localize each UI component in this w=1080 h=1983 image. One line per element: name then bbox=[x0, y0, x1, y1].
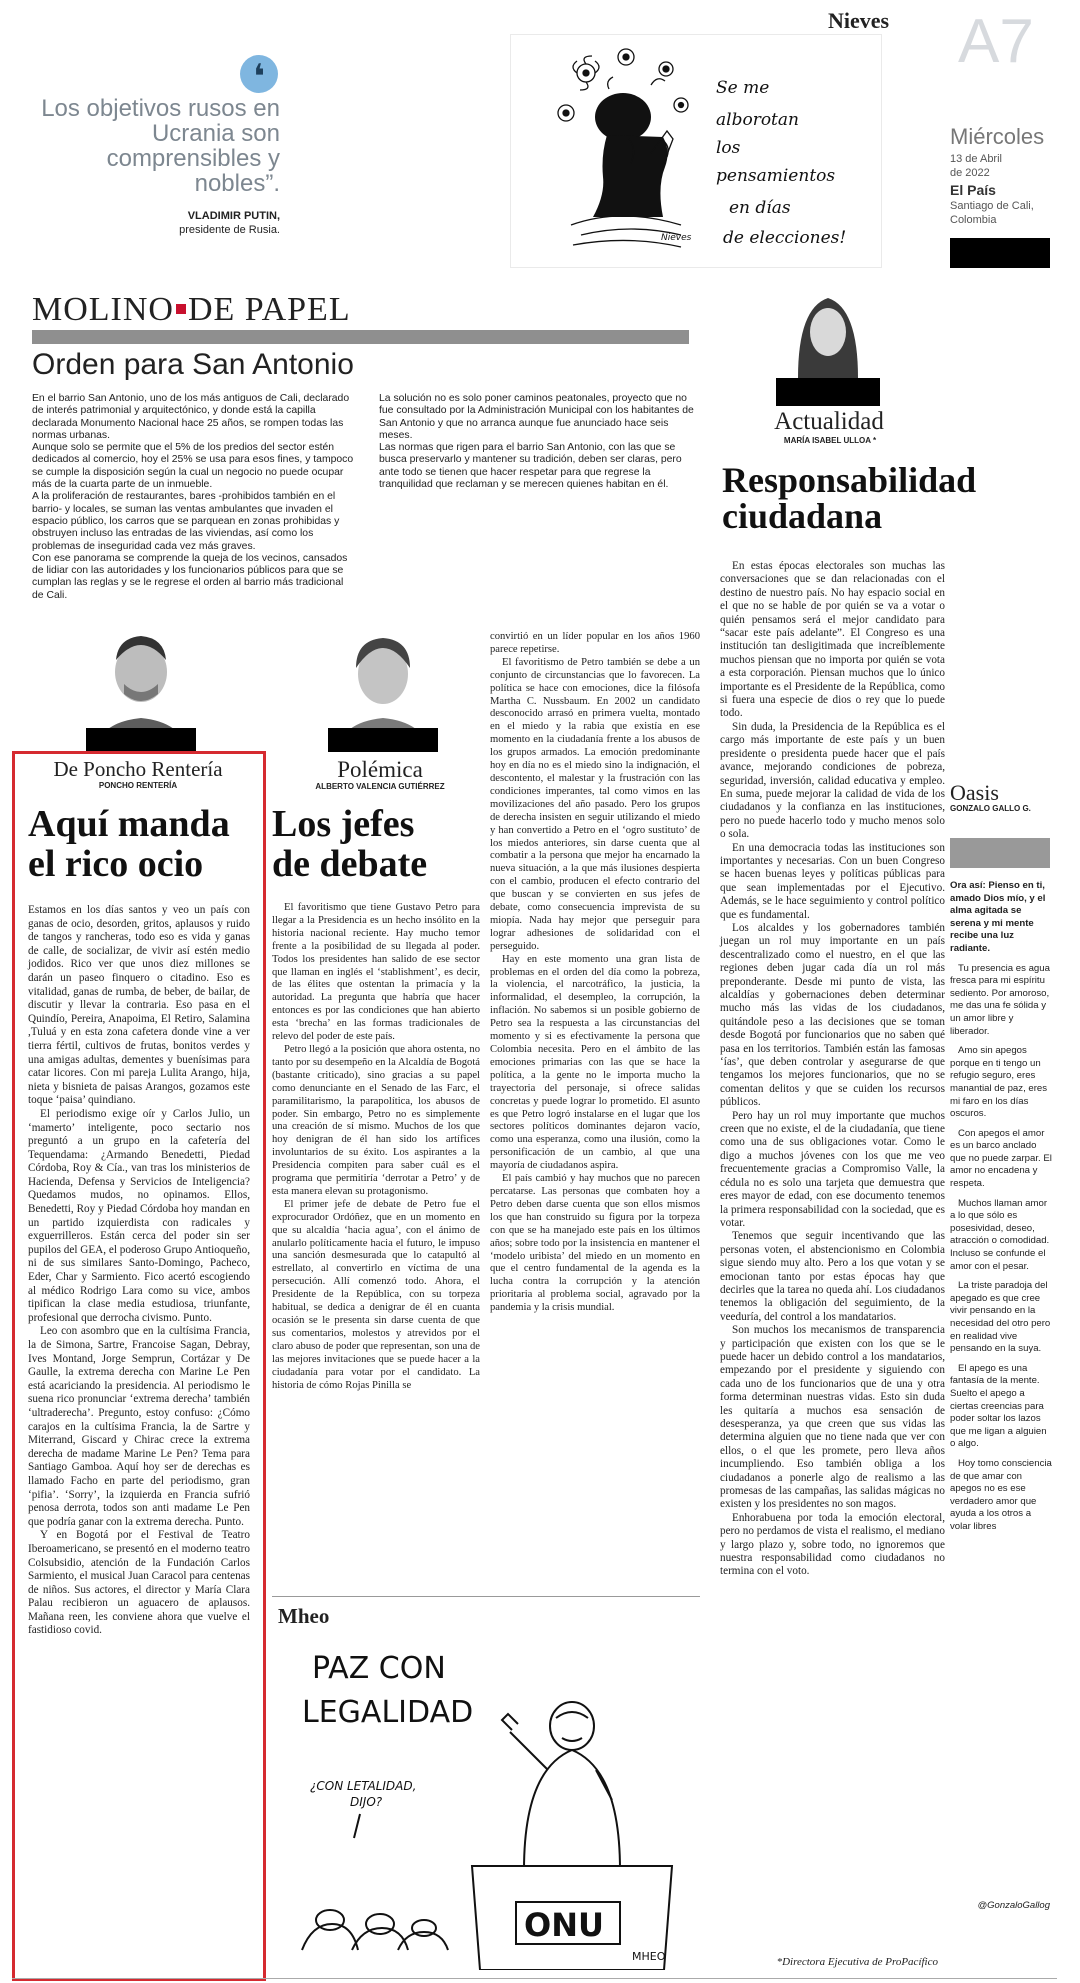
top-cartoon bbox=[510, 34, 882, 268]
editorial-paragraph: Aunque solo se permite que el 5% de los predios del sector estén dedicados al comercio, hoy el 25% se usa para esos fines, y tampoco se cumple la disposición según la cual un negocio no puede ocupar más de la cuarta parte de un inmueble. bbox=[32, 442, 354, 491]
oasis-lead: Ora así: Pienso en ti, amado Dios mío, y el alma agitada se serena y mi mente recibe una luz radiante. bbox=[950, 880, 1046, 954]
top-cartoon-signature: Nieves bbox=[661, 233, 692, 243]
author-note-responsabilidad: *Directora Ejecutiva de ProPacífico bbox=[776, 1956, 938, 1968]
editorial-paragraph: Con ese panorama se comprende la queja de los vecinos, cansados de lidiar con las autoridades y los funcionarios públicos para que se cumplan las reglas y se le regrese el orden al barrio más tradicional de Cali. bbox=[32, 552, 348, 601]
author-photo-bar bbox=[776, 378, 880, 406]
paragraph: Sin duda, la Presidencia de la República es el cargo más importante de este país y un buen presidente o presidenta puede hacer que el país avance, mejorando condiciones de pobreza, seguridad, inversión, calidad educativa y empleo. En suma, puede mejorar la calidad de vida de los ciudadanos y la confianza en las instituciones, pero no puede hacerlo todo y mucho menos solo o sola. bbox=[720, 720, 945, 841]
top-cartoon-caption-1: Se me bbox=[716, 78, 770, 98]
author-photo-bar bbox=[86, 728, 196, 752]
byline-polemica: ALBERTO VALENCIA GUTIÉRREZ bbox=[315, 782, 445, 791]
editorial-paragraph: A la proliferación de restaurantes, bares -prohibidos también en el barrio- y locales, se suman las ventas ambulantes que invaden el espacio público, los carros que se parquean en zonas prohibidas y obstruyen incluso las entradas de las viviendas, así como los problemas de inseguridad cada vez más graves. bbox=[32, 491, 340, 552]
editorial-headline: Orden para San Antonio bbox=[32, 348, 354, 381]
date-line-2: de 2022 bbox=[950, 167, 990, 179]
quote-text: Los objetivos rusos en Ucrania son comprensibles y nobles”. bbox=[41, 95, 280, 197]
page-number: A7 bbox=[958, 7, 1034, 76]
city-line-2: Colombia bbox=[950, 214, 997, 226]
quote-author: VLADIMIR PUTIN, bbox=[187, 210, 280, 222]
city-text bbox=[950, 199, 1034, 227]
paragraph: En estas épocas electorales son muchas las conversaciones que se dan relacionadas con el destino de nuestro país. No hay espacio social en el que no se hable de por quién se va a votar o quién pensamos será el mejor candidato para “sacar este país adelante”. El Congreso es una institución tan desligitimada que increíblemente muchos piensan que no importa por quién se vota a esta corporación. Piensan muchos que lo único importante es el Presidente de la República, como si fuera una especie de dios o rey que lo puede todo. bbox=[720, 560, 945, 720]
top-cartoon-caption-2: alborotan bbox=[716, 110, 799, 130]
section-logo-right: DE PAPEL bbox=[187, 291, 351, 328]
oasis-paragraph: Tu presencia es agua fresca para mi espíritu sediento. Por amoroso, me das una fe sólida y un amor libre y liberador. bbox=[950, 962, 1050, 1037]
paragraph: Tenemos que seguir incentivando que las personas voten, el abstencionismo en Colombia sigue siendo muy alto. Pero a los que votan y se emocionan tanto por estas épocas hay que decirles que la tarea no queda ahí. Los ciudadanos tenemos la obligación del seguimiento, de la veeduría, del control a los mandatarios. bbox=[720, 1230, 945, 1323]
headline-line: el rico ocio bbox=[28, 843, 204, 885]
paragraph: El país cambió y hay muchos que no parecen percatarse. Las personas que combaten hoy a Petro deben darse cuenta que son ellos mismos los que han construido su figura por la torpeza con que se ha manejado este país en los últimos años; sobre todo por la insistencia en mantener el ‘modelo uribista’ del miedo en un momento en que el centro fundamental de la agenda es la lucha contra la corrupción y la atención prioritaria al problema social, agravado por la pandemia y la crisis mundial. bbox=[490, 1173, 700, 1314]
column-name-oasis: Oasis bbox=[950, 780, 999, 805]
date-weekday: Miércoles bbox=[950, 124, 1045, 149]
byline-oasis: GONZALO GALLO G. bbox=[950, 804, 1031, 813]
headline-responsabilidad bbox=[722, 460, 977, 536]
headline-line: ciudadana bbox=[722, 496, 883, 536]
masthead-black-box bbox=[950, 238, 1050, 268]
headline-aqui-manda bbox=[28, 804, 258, 884]
date-line-1: 13 de Abril bbox=[950, 153, 1002, 165]
top-cartoon-caption-4: pensamientos bbox=[716, 166, 836, 186]
oasis-paragraph: Con apegos el amor es un barco anclado que no puede zarpar. El amor no encadena y respeta. bbox=[950, 1127, 1052, 1190]
cartoon-bubble-1: ¿CON LETALIDAD, bbox=[310, 1779, 417, 1793]
paragraph: Y en Bogotá por el Festival de Teatro Iberoamericano, se presentó en el moderno teatro Colsubsidio, atención de la Fundación Carlos Sarmiento, el musical Juan Caracol para centenas de niños. Sus actores, el director y María Clara Palau recibieron un aguacero de aplausos. Mañana reen, les conviene ahora que vuelve el fastidioso covid. bbox=[28, 1529, 250, 1637]
paragraph: Leo con asombro que en la cultísima Francia, la de Simona, Sartre, Francoise Sagan, Debray, Ives Montand, Jorge Semprun, Cortázar y De Gaulle, la extrema derecha con Marine Le Pen está acariciando la presidencia. Al periodismo le suena rico pronunciar ‘extrema derecha’ también ‘ultraderecha’. Pregunto, estoy confuso: ¿Cómo carajos en la cultísima Francia, la de Sartre y Miterrand, Giscard y Chirac crece la extrema derecha de madame Marine Le Pen? Tema para Santiago Gamboa. Aquí hoy ser de derechas es llamado Facho en parte del periodismo, gran ‘pifia’. ‘Sorry’, la izquierda en Francia sufrió penosa derrota, todos son anti madame Le Pen que podría ganar con la extrema derecha. Punto. bbox=[28, 1325, 250, 1528]
cartoon-caption-1: PAZ CON bbox=[312, 1651, 446, 1686]
paragraph: El periodismo exige oír y Carlos Julio, un ‘mamerto’ inteligente, poco sectario nos preguntó a un grupo en la cafetería del Tequendama: ¿Armando Benedetti, Piedad Córdoba, Roy & Cía., van tras los ministerios de Hacienda, Defensa y Servicios de Inteligencia? Quedamos mudos, no opinamos. Ellos, Benedetti, Roy y Piedad Córdoba hoy mandan en un partido izquierdista con radicales y exguerrilleros. Están cerca del poder sin ser pupilos del GEA, el poderoso Grupo Antioqueño, ni de sus similares Santo-Domingo, Pacheco, Eder, Char y Sarmiento. Fico acertó escogiendo al médico Rodrigo Lara como su vice, ambos tipifican la clase media estudiosa, triunfante, profesional que derrocha civismo. Punto. bbox=[28, 1107, 250, 1324]
paragraph: Estamos en los días santos y veo un país con ganas de ocio, desorden, gritos, aplausos y ruido de tangos y rancheras, todo eso es vida y ganas de calle, de socializar, de vivir así estén medio jodidos. Rico ver que unos diez millones se darán un paseo finquero o citadino. Eso es vitalidad, ganas de rumba, de beber, de bailar, de discutir y llevar la contraria. Eso pasa en el Quindío, Pereira, Anapoima, El Retiro, Salamina ,Tuluá y en esta zona cafetera donde vine a ver tierra fértil, cultivos de frutas, bonitos verdes y una amigas adultas, dementes y buenísimas para catar licores. Con mi pareja Lulita Arango, hija, nieta y bisnieta de paisas Arangos, gozamos este toque ‘paisa’ quindiano. bbox=[28, 904, 250, 1107]
headline-jefes-de-debate bbox=[272, 804, 492, 884]
paragraph: El favoritismo que tiene Gustavo Petro para llegar a la Presidencia es un hecho insólito en la historia nacional reciente. Hay mucho temor frente a la posibilidad de su llegada al poder. Todos los presidentes han salido de ese sector que llaman en inglés el ‘stablishment’, es decir, de las élites que ostentan la primacía y la autoridad. La pregunta que habría que hacer entonces es por las condiciones que han abierto esta ‘brecha’ en las formas tradicionales de relevo del poder de este país. bbox=[272, 902, 480, 1043]
headline-line: Responsabilidad bbox=[722, 460, 977, 500]
paragraph: Los alcaldes y los gobernadores también juegan un rol muy importante en un país descentralizado como el nuestro, en el que las regiones deben jugar cada día un rol más preponderante. Desde mi punto de vista, las alcaldías y gobernaciones deben determinar mucho más las vidas de los ciudadanos, quitándole peso a las decisiones que se toman desde Bogotá por funcionarios que no saben qué pasa en los territorios. También están las famosas ‘ías’, que deben controlar y asegurarse de que tengamos los mejores funcionarios, que no se comentan delitos y que se cuiden los recursos públicos. bbox=[720, 921, 945, 1109]
date-text bbox=[950, 152, 1002, 180]
top-cartoon-caption-5: en días bbox=[729, 198, 791, 218]
paragraph: Enhorabuena por toda la emoción electoral, pero no perdamos de vista el realismo, el mediano y largo plazo y, sobre todo, no ignoremos que nuestra responsabilidad como ciudadanos no termina con el voto. bbox=[720, 1511, 945, 1578]
headline-line: Los jefes bbox=[272, 803, 415, 845]
paragraph: Petro llegó a la posición que ahora ostenta, no tanto por su desempeño en la Alcaldía de Bogotá (bastante criticado), sino gracias a su papel como denunciante en el Senado de las Farc, el paramilitarismo, la parapolítica, los abusos de poder. Sin embargo, Petro no es simplemente una creación de sí mismo. Muchos de los que hoy denigran de él han sido los artífices involuntarios de su éxito. Los aspirantes a la Presidencia compiten para saber cuál es el programa que permitiría ‘derrotar a Petro’ y de esta manera elevan su protagonismo. bbox=[272, 1043, 480, 1197]
article-body-responsabilidad bbox=[720, 560, 945, 1579]
paragraph: Son muchos los mecanismos de transparencia y participación que existen con los que se le puede hacer un debido control a los mandatarios, empezando por el presidente y siguiendo con cada uno de los funcionarios que de una y otra forma determinan nuestras vidas. Esto sin duda les quitaría a muchos esa sensación de desesperanza, ya que creen que sus vidas las determina alguien que no tiene nada que ver con ellos, o el que les promete, pero lleva años incumpliendo. Eso también obliga a los ciudadanos a ponerle algo de realismo a las promesas de las campañas, las salidas mágicas no existen y los presidentes no son magos. bbox=[720, 1324, 945, 1511]
cartoon-title: Mheo bbox=[278, 1604, 330, 1628]
city-line-1: Santiago de Cali, bbox=[950, 200, 1034, 212]
headline-line: de debate bbox=[272, 843, 428, 885]
editorial-paragraph: Las normas que rigen para el barrio San Antonio, con las que se busca preservarlo y mantener su tradición, deben ser claras, pero ante todo se tienen que hacer respetar para que regrese la tranquilidad que reclaman y se merecen quienes habitan en él. bbox=[379, 442, 682, 491]
paragraph: Hay en este momento una gran lista de problemas en el orden del día como la pobreza, la violencia, el narcotráfico, la justicia, la informalidad, el desempleo, la corrupción, la inflación. No sabemos si un posible gobierno de Petro sea la respuesta a las circunstancias del momento y si es efectivamente la persona que Colombia necesita. Pero en el ámbito de las emociones primarias con las que se hace la política, a la gente no le importa mucho la trayectoria del personaje, si ofrece salidas concretas y puede lograr lo prometido. El asunto es que Petro logró instalarse en el lugar que los sectores políticos dominantes dejaron vacío, como una esperanza, como una ilusión, como la personificación de un cambio, al que una mayoría de ciudadanos aspira. bbox=[490, 953, 700, 1172]
section-logo bbox=[32, 291, 351, 329]
article-body-jefes-col2 bbox=[490, 631, 700, 1315]
cartoon-caption-2: LEGALIDAD bbox=[302, 1695, 474, 1730]
page-bottom-rule bbox=[12, 1978, 1057, 1979]
paragraph: El primer jefe de debate de Petro fue el exprocurador Ordóñez, que en un momento en que su alcaldía ‘hacia agua’, con el ánimo de anularlo políticamente hacia el futuro, le impuso una sanción desmesurada que lo catapultó al estrellato, al convertirlo en víctima de una persecución. Allí comenzó todo. Ahora, el Presidente de la República, con su torpeza habitual, se dedica a denigrar de él en cuanta ocasión se le presenta sin darse cuenta de que sus comentarios, molestos y atrevidos por el claro abuso de poder que representan, son una de las mejores invitaciones que se puede hacer a la ciudadanía para votar por el candidato. La historia de cómo Rojas Pinilla se bbox=[272, 1198, 480, 1391]
top-cartoon-caption-3: los bbox=[716, 138, 741, 158]
byline-renteria: PONCHO RENTERÍA bbox=[98, 781, 178, 790]
top-cartoon-label: Nieves bbox=[828, 8, 890, 33]
oasis-body bbox=[950, 880, 1052, 1541]
paragraph: En una democracia todas las instituciones son importantes y necesarias. Con un buen Congreso se hacen buenas leyes y políticas públicas para que sean implementadas por el Ejecutivo. Además, se le hace seguimiento y control político que es fundamental. bbox=[720, 841, 945, 921]
newspaper-name: El País bbox=[950, 182, 996, 198]
quote-role: presidente de Rusia. bbox=[179, 224, 280, 236]
section-logo-dot bbox=[176, 304, 186, 314]
article-body-jefes-col1 bbox=[272, 902, 480, 1392]
oasis-signature: @GonzaloGallog bbox=[977, 1900, 1050, 1911]
editorial-paragraph: La solución no es solo poner caminos peatonales, proyecto que no fue consultado por la Administración Municipal con los habitantes de San Antonio y que no arranca aunque fue anunciado hace seis meses. bbox=[379, 393, 694, 441]
column-name-actualidad: Actualidad bbox=[774, 408, 884, 435]
cartoon-divider bbox=[272, 1596, 700, 1597]
paragraph: El favoritismo de Petro también se debe a un conjunto de circunstancias que lo favorecen. La política se hace con emociones, dice la filósofa Martha C. Nussbaum. En 2002 un candidato desconocido arrasó en primera vuelta, montado en el miedo y la rabia que existía en ese momento en la ciudadanía frente a los abusos de los grupos armados. La emoción predominante hoy en día no es el miedo sino la indignación, el descontento, el malestar y la frustración con las condiciones imperantes, tal como vimos en las movilizaciones del año pasado. Pero los grupos de derecha insisten en seguir utilizando el miedo y han convertido a Petro en el ‘ogro sustituto’ de los miedos anteriores, sin darse cuenta que al combatir a la persona que mejor ha encarnado la nueva situación, a la que más ilusiones despierta con el cambio, producen el efecto contrario del que buscan y se convierten en sus jefes de debate, como consecuencia imprevista de su miopía. Nada hay mejor que perseguir para lograr adhesiones de solidaridad con el perseguido. bbox=[490, 656, 700, 952]
paragraph: convirtió en un líder popular en los años 1960 parece repetirse. bbox=[490, 631, 700, 655]
oasis-paragraph: Amo sin apegos porque en ti tengo un refugio seguro, eres manantial de paz, eres mi faro en los días oscuros. bbox=[950, 1045, 1048, 1120]
quote-icon: ❛ bbox=[240, 55, 278, 93]
mheo-cartoon bbox=[272, 1630, 700, 1970]
editorial-paragraph: En el barrio San Antonio, uno de los más antiguos de Cali, declarado de interés patrimonial y arquitectónico, y donde está la capilla declarada Monumento Nacional hace 25 años, se rompen todas las normas urbanas. bbox=[32, 393, 350, 441]
author-photo-bar bbox=[328, 728, 438, 752]
cartoon-bubble-2: DIJO? bbox=[350, 1795, 383, 1809]
oasis-paragraph: Hoy tomo consciencia de que amar con apegos no es ese verdadero amor que ayuda a los otros a volar libres bbox=[950, 1457, 1052, 1532]
column-name-renteria: De Poncho Rentería bbox=[53, 757, 223, 781]
section-bar bbox=[32, 330, 689, 344]
cartoon-signature: MHEO bbox=[632, 1950, 666, 1963]
editorial-body bbox=[32, 393, 704, 603]
podium-label: ONU bbox=[524, 1906, 604, 1944]
top-cartoon-caption-6: de elecciones! bbox=[723, 228, 847, 248]
column-name-polemica: Polémica bbox=[337, 757, 423, 782]
oasis-paragraph: El apego es una fantasía de la mente. Suelto el apego a ciertas creencias para poder soltar los lazos que me ligan a alguien o algo. bbox=[950, 1362, 1047, 1450]
oasis-paragraph: Muchos llaman amor a lo que sólo es posesividad, deseo, atracción o comodidad. Incluso se confunde el amor con el pesar. bbox=[950, 1197, 1050, 1272]
oasis-paragraph: La triste paradoja del apegado es que cree vivir pensando en la necesidad del otro pero en realidad vive pensando en la suya. bbox=[950, 1280, 1051, 1355]
oasis-gray-box bbox=[950, 838, 1050, 868]
article-body-aqui-manda bbox=[28, 904, 250, 1638]
paragraph: Pero hay un rol muy importante que muchos creen que no existe, el de la ciudadanía, que tiene como una de sus obligaciones votar. Como le digo a muchos jóvenes con los que me veo frecuentemente gracias a Compromiso Valle, la cédula no es solo una tarjeta que demuestra que eres mayor de edad, con ese documento tenemos la primera responsabilidad con la sociedad, que es votar. bbox=[720, 1109, 945, 1229]
section-logo-left: MOLINO bbox=[32, 291, 174, 328]
headline-line: Aquí manda bbox=[28, 803, 230, 845]
byline-actualidad: MARÍA ISABEL ULLOA * bbox=[783, 436, 877, 445]
